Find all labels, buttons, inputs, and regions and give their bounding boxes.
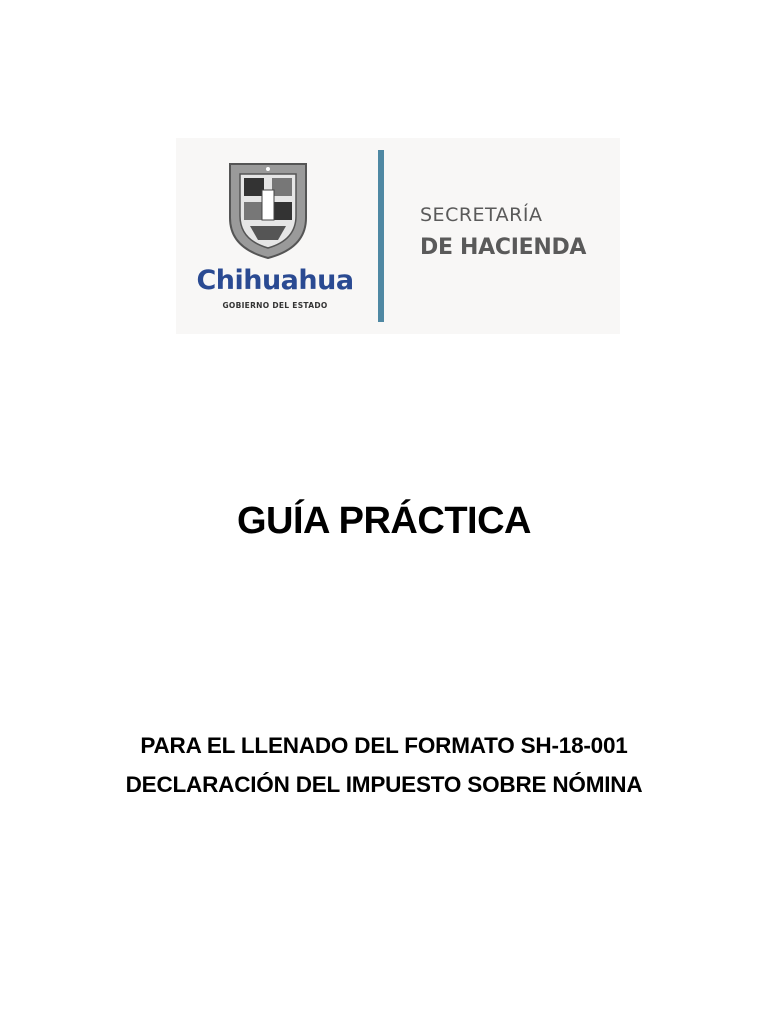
header-logo [176, 138, 620, 334]
department-line2: DE HACIENDA [420, 235, 587, 260]
government-label: GOBIERNO DEL ESTADO [222, 301, 328, 310]
document-subtitle-line2: DECLARACIÓN DEL IMPUESTO SOBRE NÓMINA [125, 772, 643, 797]
document-title: GUÍA PRÁCTICA [237, 500, 531, 542]
department-line1: SECRETARÍA [420, 204, 543, 226]
state-shield-icon [226, 160, 310, 260]
logo-divider [378, 150, 384, 322]
state-name-logo: Chihuahua [196, 265, 354, 296]
document-subtitle-line1: PARA EL LLENADO DEL FORMATO SH-18-001 [140, 733, 628, 758]
